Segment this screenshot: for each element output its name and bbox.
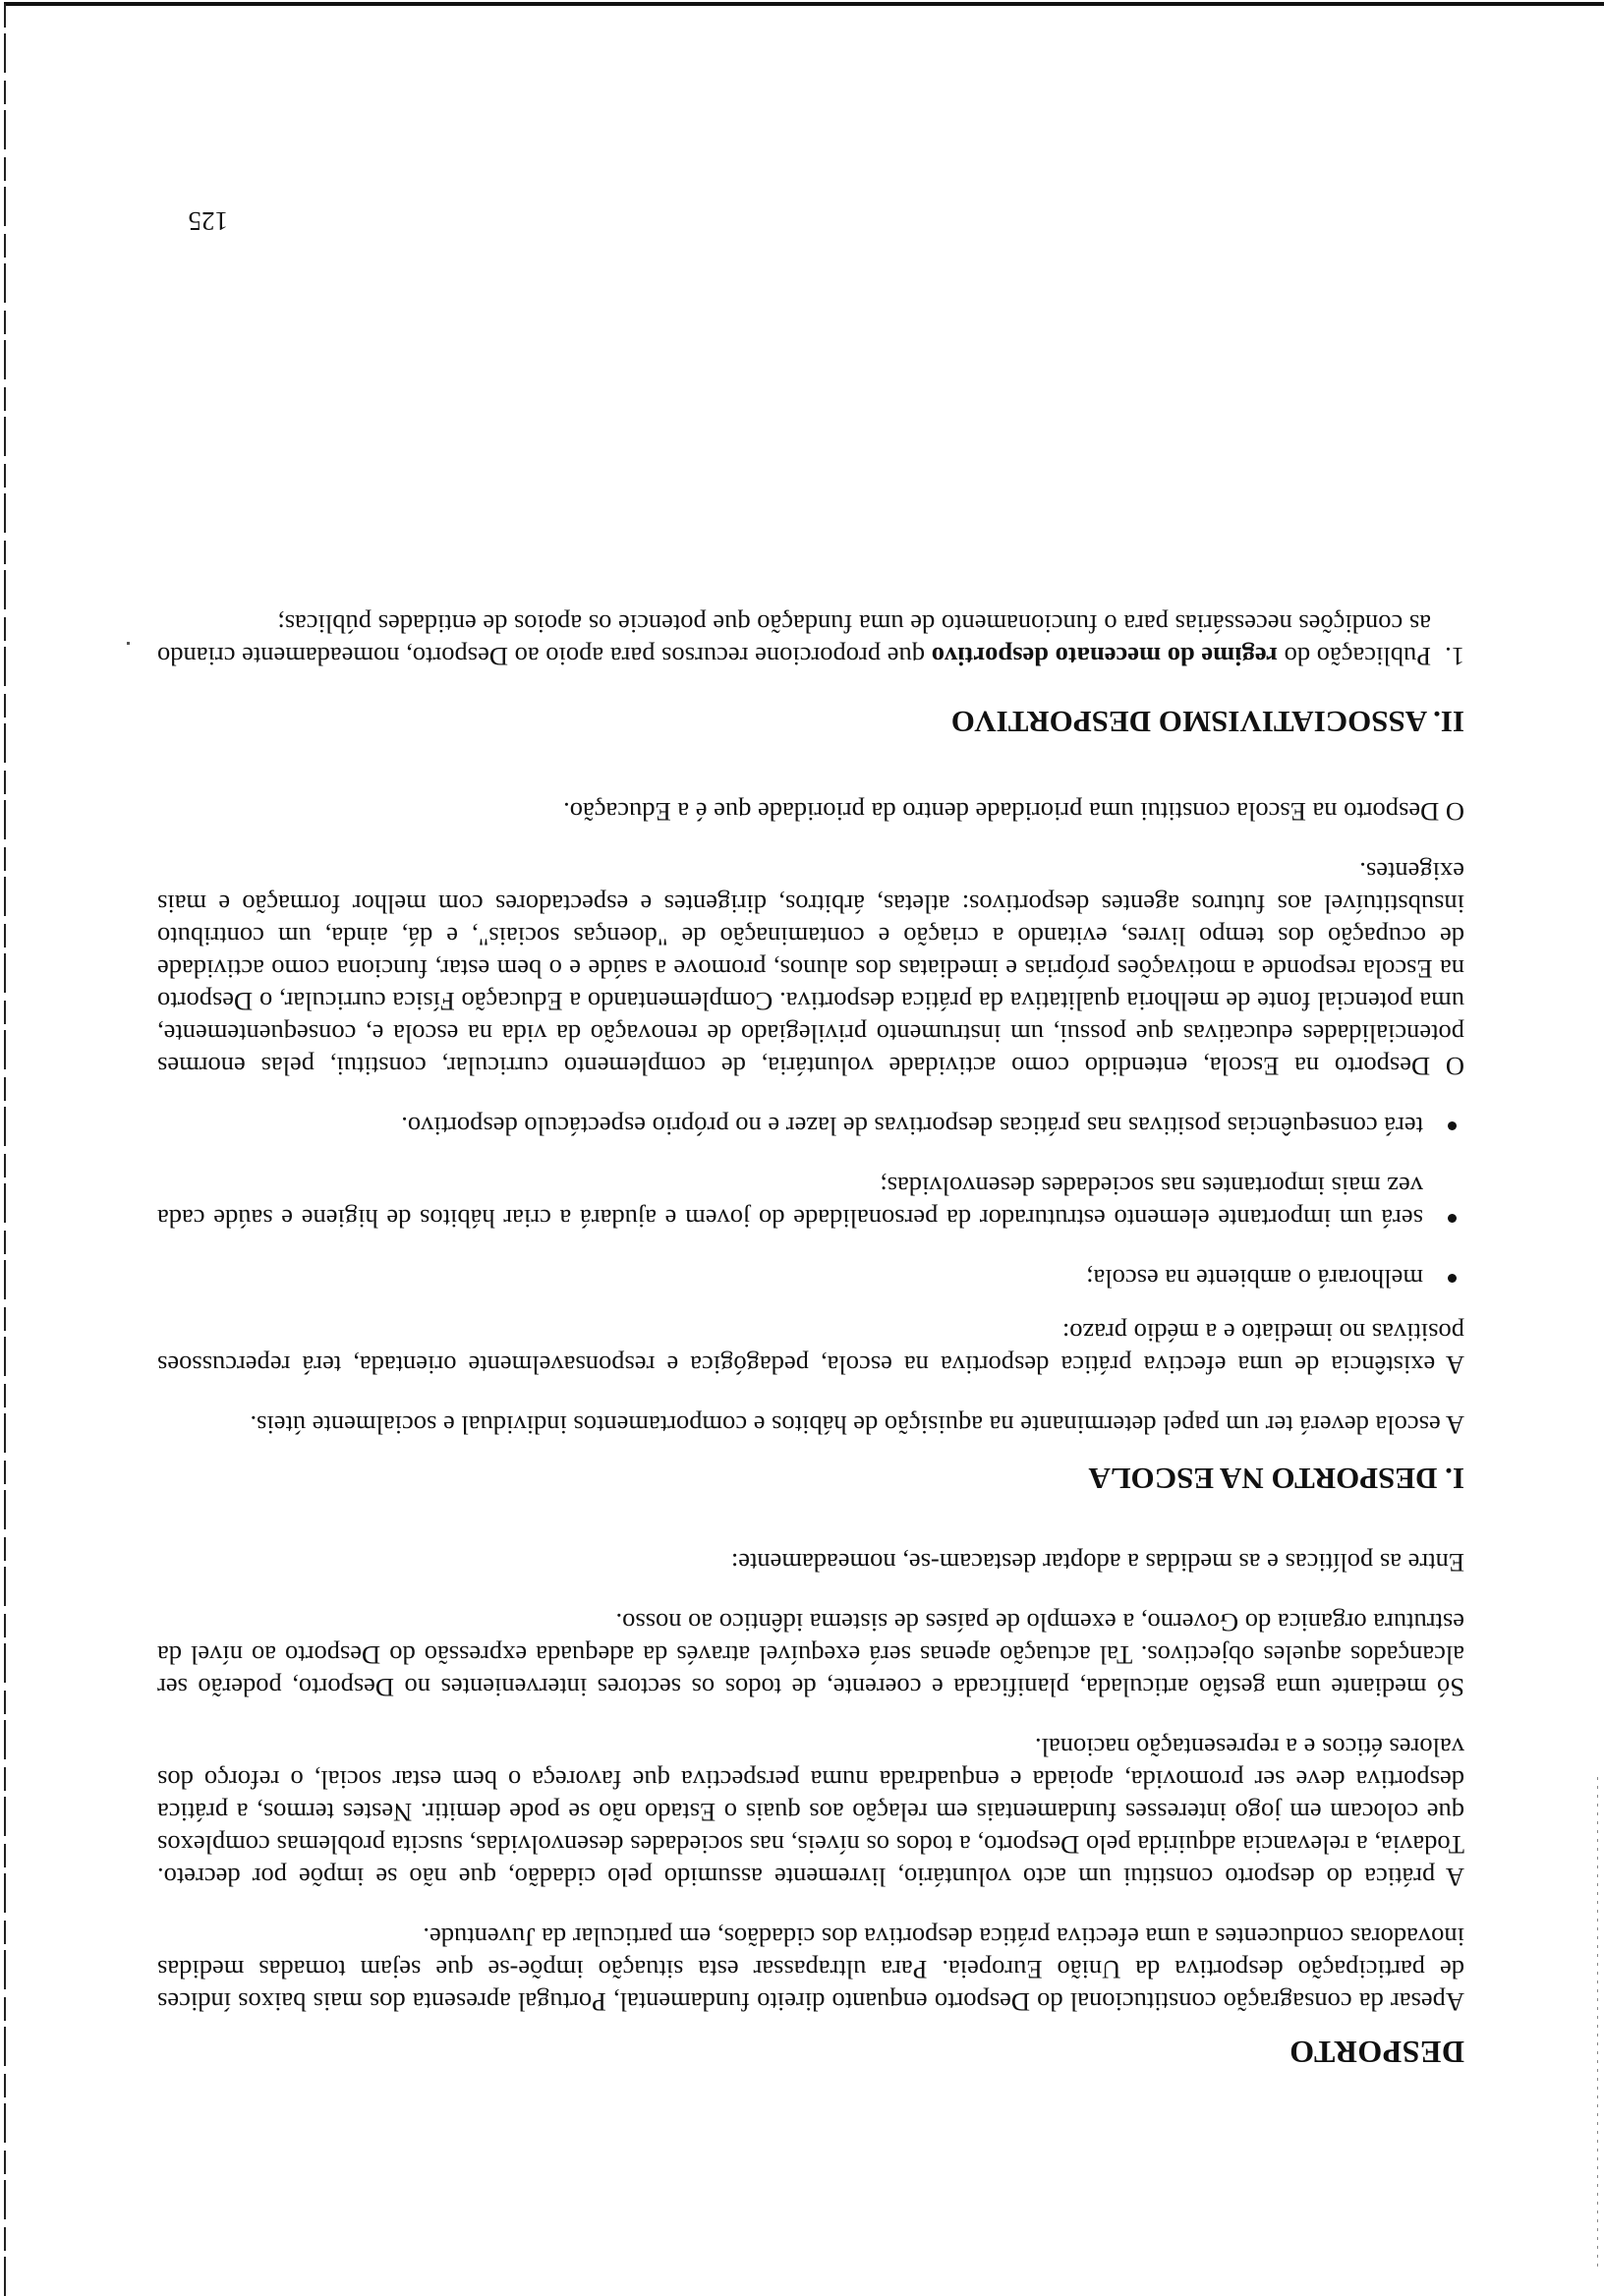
intro-paragraph: Apesar da consagração constitucional do Desporto enquanto direito fundamental, Portugal apresenta dos mais baixos índices de participação desportiva da União Europeia. Para ultrapassar esta situação impõe-se que sejam tomadas medidas inovadoras conducentes a uma efectiva prática desportiva dos cidadãos, em particular da Juventude. <box>157 1923 1464 2017</box>
scan-edge-line <box>4 2 6 2296</box>
intro-paragraph: Entre as políticas e as medidas a adoptar destacam-se, nomeadamente: <box>730 1548 1464 1578</box>
bullet-icon <box>1448 1274 1457 1283</box>
document-body <box>157 580 1464 2068</box>
section-heading-desporto-na-escola: I. DESPORTO NA ESCOLA <box>1088 1462 1464 1496</box>
item-text-bold: regime do mecenato desportivo <box>931 642 1278 671</box>
bullet-item <box>157 1170 1464 1234</box>
scan-speck <box>127 642 130 645</box>
intro-paragraph: A prática do desporto constitui um acto voluntário, livremente assumido pelo cidadão, que não se impõe por decreto. Todavia, a relevancia adquirida pelo Desporto, a todos os níveis, nas sociedades desenvolvidas, suscita problemas complexos que colocam em jogo interesses fundamentais em relação aos quais o Estado não se pode demitir. Nestes termos, a prática desportiva deve ser promovida, apoiada e enquadrada numa perspectiva que favoreça o bem estar social, o reforço dos valores éticos e a representação nacional. <box>157 1733 1464 1892</box>
page-number: 125 <box>188 206 228 236</box>
scan-edge-dots <box>1597 1775 1598 2267</box>
bullet-text: terá consequências positivas nas práticas desportivas de lazer e no próprio espectáculo desportivo. <box>401 1112 1423 1141</box>
item-text-prefix: Publicação do <box>1277 642 1431 671</box>
section-paragraph: A escola deverá ter um papel determinante na aquisição de hábitos e comportamentos individual e socialmente úteis. <box>250 1410 1464 1440</box>
scan-edge-line <box>4 2 1604 6</box>
item-number: 1. <box>1445 642 1464 671</box>
bullet-icon <box>1448 1121 1457 1130</box>
bullet-item <box>157 1110 1464 1142</box>
section-paragraph: O Desporto na Escola, entendido como actividade voluntária, de complemento curricular, constitui, pelas enormes potencialidades educativas que possui, um instrumento privilegiado de renovação da vida na escola e, consequentemente, uma potencial fonte de melhoria qualitativa da prática desportiva. Complementando a Educação Física curricular, o Desporto na Escola responde a motivações próprias e imediatas dos alunos, promove a saúde e o bem estar, funciona como actividade de ocupação dos tempo livres, evitando a criação e contaminação de "doenças sociais", e dá, ainda, um contributo insubstituível aos futuros agentes desportivos: atletas, árbitros, dirigentes e espectadores com melhor formação e mais exigentes. <box>157 857 1464 1081</box>
bullet-item <box>157 1262 1464 1294</box>
bullet-text: será um importante elemento estruturador da personalidade do jovem e ajudará a criar hábitos de higiene e saúde cada vez mais importantes nas sociedades desenvolvidas; <box>157 1172 1423 1234</box>
numbered-item <box>157 607 1464 672</box>
document-title: DESPORTO <box>1289 2035 1464 2070</box>
section-heading-associativismo-desportivo: II. ASSOCIATIVISMO DESPORTIVO <box>950 705 1464 739</box>
bullet-text: melhorará o ambiente na escola; <box>1086 1264 1423 1293</box>
bullet-icon <box>1448 1214 1457 1223</box>
intro-paragraph: Só mediante uma gestão articulada, planificada e coerente, de todos os sectores intervenientes no Desporto, poderão ser alcançados aqueles objectivos. Tal actuação apenas será exequível através da adequada expressão do Desporto ao nível da estrutura organica do Governo, a exemplo de países de sistema idêntico ao nosso. <box>157 1608 1464 1702</box>
bullet-list <box>157 1110 1464 1294</box>
section-paragraph: A existência de uma efectiva prática desportiva na escola, pedagógica e responsavelmente orientada, terá repercussoes positivas no imediato e a médio prazo: <box>157 1318 1464 1380</box>
section-paragraph: O Desporto na Escola constitui uma prioridade dentro da prioridade que é a Educação. <box>563 797 1464 827</box>
item-text-suffix: que proporcione recursos para apoio ao Desporto, nomeadamente criando as condições necessárias para o funcionamento de uma fundação que potencie os apoios de entidades públicas; <box>156 609 1431 671</box>
